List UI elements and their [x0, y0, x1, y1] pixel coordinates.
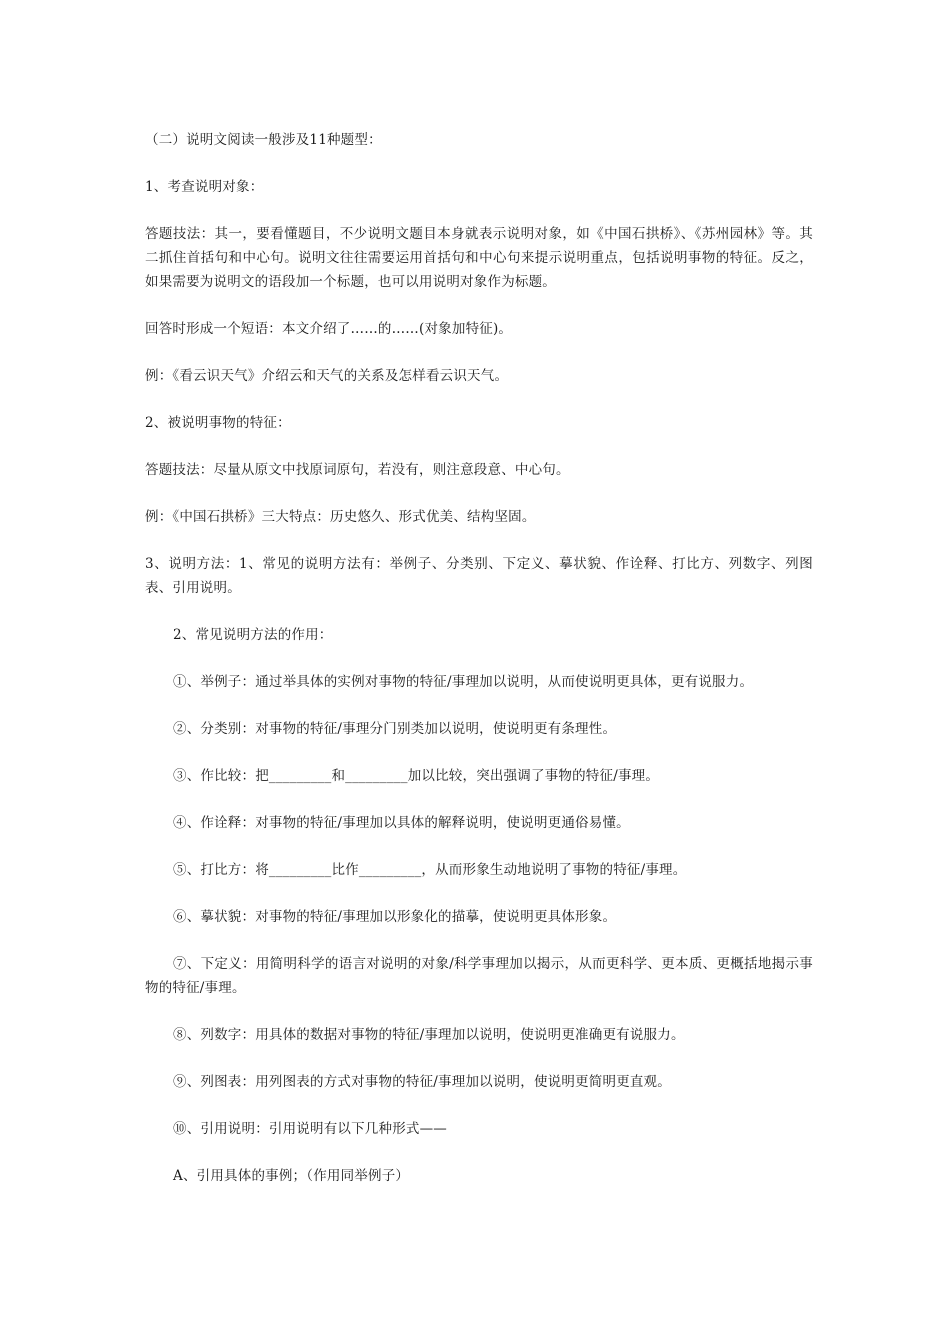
heading-main: （二）说明文阅读一般涉及11种题型： — [145, 132, 382, 148]
q2-example: 例：《中国石拱桥》三大特点：历史悠久、形式优美、结构坚固。 — [145, 509, 536, 525]
q1-title: 1、考查说明对象： — [145, 179, 264, 195]
q3-title: 3、说明方法：1、常见的说明方法有：举例子、分类别、下定义、摹状貌、作诠释、打比方、列数字、列图表、引用说明。 — [145, 556, 813, 596]
q1-method: 答题技法：其一，要看懂题目，不少说明文题目本身就表示说明对象，如《中国石拱桥》、《苏州园林》等。其二抓住首括句和中心句。说明文往往需要运用首括句和中心句来提示说明重点，包括说明事物的特征。反之，如果需要为说明文的语段加一个标题，也可以用说明对象作为标题。 — [145, 226, 813, 290]
document-body — [145, 128, 813, 1211]
method-10: ⑩、引用说明：引用说明有以下几种形式—— — [173, 1121, 447, 1137]
method-5: ⑤、打比方：将_________比作_________，从而形象生动地说明了事物的特征/事理。 — [173, 862, 687, 878]
q3-sub-title: 2、常见说明方法的作用： — [173, 627, 333, 643]
method-3: ③、作比较：把_________和_________加以比较，突出强调了事物的特征/事理。 — [173, 768, 660, 784]
q2-title: 2、被说明事物的特征： — [145, 415, 291, 431]
method-9: ⑨、列图表：用列图表的方式对事物的特征/事理加以说明，使说明更简明更直观。 — [173, 1074, 671, 1090]
q1-answer-form: 回答时形成一个短语：本文介绍了……的……(对象加特征)。 — [145, 321, 513, 337]
q1-example: 例：《看云识天气》介绍云和天气的关系及怎样看云识天气。 — [145, 368, 509, 384]
method-2: ②、分类别：对事物的特征/事理分门别类加以说明，使说明更有条理性。 — [173, 721, 617, 737]
method-4: ④、作诠释：对事物的特征/事理加以具体的解释说明，使说明更通俗易懂。 — [173, 815, 630, 831]
method-6: ⑥、摹状貌：对事物的特征/事理加以形象化的描摹，使说明更具体形象。 — [173, 909, 617, 925]
method-1: ①、举例子：通过举具体的实例对事物的特征/事理加以说明，从而使说明更具体，更有说服力。 — [173, 674, 754, 690]
method-7: ⑦、下定义：用简明科学的语言对说明的对象/科学事理加以揭示，从而更科学、更本质、更概括地揭示事物的特征/事理。 — [145, 956, 813, 996]
citation-a: A、引用具体的事例；（作用同举例子） — [173, 1168, 410, 1184]
q2-method: 答题技法：尽量从原文中找原词原句，若没有，则注意段意、中心句。 — [145, 462, 570, 478]
method-8: ⑧、列数字：用具体的数据对事物的特征/事理加以说明，使说明更准确更有说服力。 — [173, 1027, 685, 1043]
